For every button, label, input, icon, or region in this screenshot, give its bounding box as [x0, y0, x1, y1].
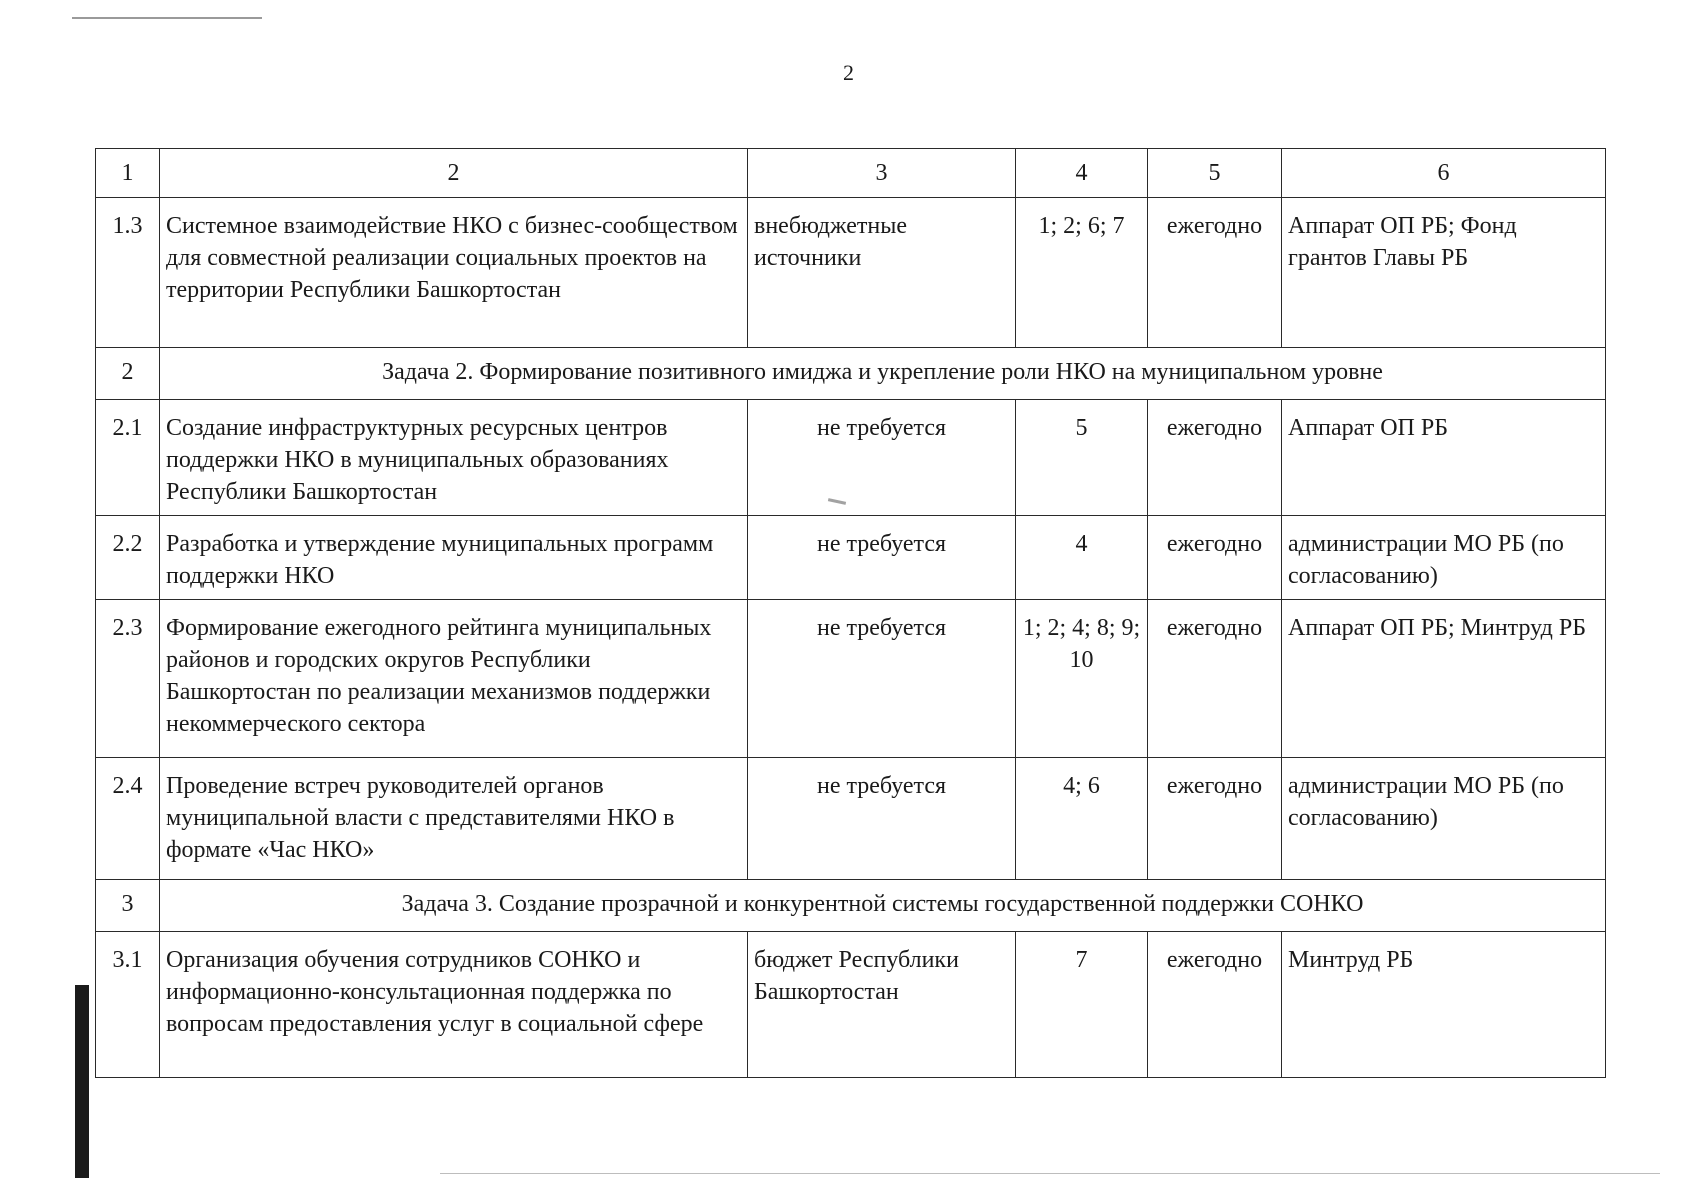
table-row: [96, 600, 1606, 758]
measure-text: Проведение встреч руководителей органов муниципальной власти с представителями НКО в формате «Час НКО»: [160, 758, 748, 880]
row-number: 2.2: [96, 516, 160, 600]
measure-text: Разработка и утверждение муниципальных программ поддержки НКО: [160, 516, 748, 600]
financing-source: не требуется: [748, 516, 1016, 600]
indicators: 1; 2; 6; 7: [1016, 198, 1148, 348]
row-number: 1.3: [96, 198, 160, 348]
row-number: 3.1: [96, 932, 160, 1078]
row-number: 2.3: [96, 600, 160, 758]
period: ежегодно: [1148, 198, 1282, 348]
column-header-4: 4: [1016, 149, 1148, 198]
executor: Аппарат ОП РБ: [1282, 400, 1606, 516]
indicators: 4: [1016, 516, 1148, 600]
task-row: [96, 348, 1606, 400]
table-row: [96, 932, 1606, 1078]
financing-source: не требуется: [748, 758, 1016, 880]
executor: администрации МО РБ (по согласованию): [1282, 516, 1606, 600]
executor: Аппарат ОП РБ; Фонд грантов Главы РБ: [1282, 198, 1606, 348]
row-number: 2.4: [96, 758, 160, 880]
financing-source: бюджет Республики Башкортостан: [748, 932, 1016, 1078]
period: ежегодно: [1148, 758, 1282, 880]
indicators: 5: [1016, 400, 1148, 516]
column-header-6: 6: [1282, 149, 1606, 198]
row-number: 2.1: [96, 400, 160, 516]
scan-artifact-left-bar: [75, 985, 89, 1178]
indicators: 1; 2; 4; 8; 9; 10: [1016, 600, 1148, 758]
financing-source: не требуется: [748, 600, 1016, 758]
table-header-row: [96, 149, 1606, 198]
financing-source: внебюджетные источники: [748, 198, 1016, 348]
scan-artifact-top-line: [72, 17, 262, 19]
task-row: [96, 880, 1606, 932]
indicators: 4; 6: [1016, 758, 1148, 880]
scan-artifact-bottom-line: [440, 1173, 1660, 1174]
action-plan-table: [95, 148, 1606, 1078]
period: ежегодно: [1148, 932, 1282, 1078]
executor: Аппарат ОП РБ; Минтруд РБ: [1282, 600, 1606, 758]
table-row: [96, 758, 1606, 880]
column-header-5: 5: [1148, 149, 1282, 198]
column-header-2: 2: [160, 149, 748, 198]
task-number: 2: [96, 348, 160, 400]
financing-source: не требуется: [748, 400, 1016, 516]
period: ежегодно: [1148, 600, 1282, 758]
table-row: [96, 198, 1606, 348]
column-header-1: 1: [96, 149, 160, 198]
table-row: [96, 516, 1606, 600]
task-title: Задача 2. Формирование позитивного имиджа и укрепление роли НКО на муниципальном уровне: [160, 348, 1606, 400]
indicators: 7: [1016, 932, 1148, 1078]
measure-text: Формирование ежегодного рейтинга муниципальных районов и городских округов Республики Башкортостан по реализации механизмов поддержки некоммерческого сектора: [160, 600, 748, 758]
task-title: Задача 3. Создание прозрачной и конкурентной системы государственной поддержки СОНКО: [160, 880, 1606, 932]
executor: Минтруд РБ: [1282, 932, 1606, 1078]
page-number: 2: [843, 60, 854, 85]
period: ежегодно: [1148, 400, 1282, 516]
measure-text: Организация обучения сотрудников СОНКО и информационно-консультационная поддержка по вопросам предоставления услуг в социальной сфере: [160, 932, 748, 1078]
period: ежегодно: [1148, 516, 1282, 600]
task-number: 3: [96, 880, 160, 932]
measure-text: Системное взаимодействие НКО с бизнес-сообществом для совместной реализации социальных проектов на территории Республики Башкортостан: [160, 198, 748, 348]
executor: администрации МО РБ (по согласованию): [1282, 758, 1606, 880]
column-header-3: 3: [748, 149, 1016, 198]
measure-text: Создание инфраструктурных ресурсных центров поддержки НКО в муниципальных образованиях Республики Башкортостан: [160, 400, 748, 516]
table-row: [96, 400, 1606, 516]
